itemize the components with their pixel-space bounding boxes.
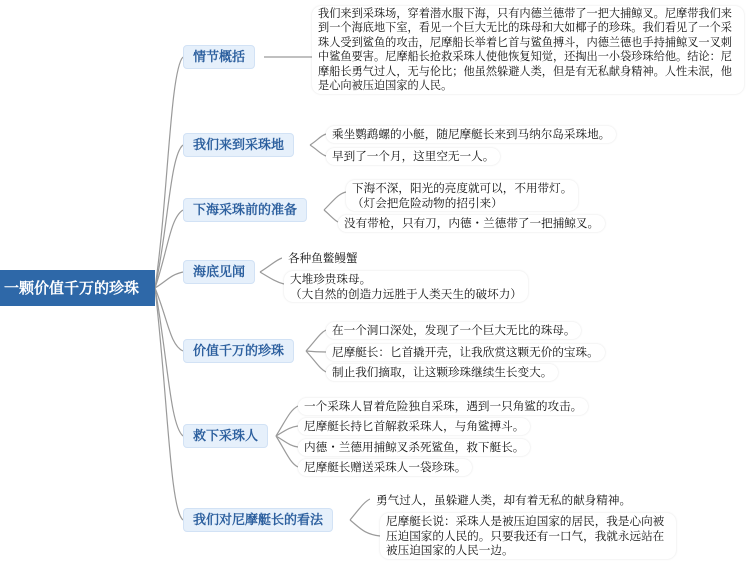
leaf-view-2: 尼摩艇长说：采珠人是被压迫国家的居民，我是心向被压迫国家的人民的。只要我还有一口气，我就永远站在被压迫国家的人民一边。 bbox=[380, 513, 676, 559]
leaf-plot-summary: 我们来到采珠场，穿着潜水服下海，只有内德兰德带了一把大捕鲸叉。尼摩带我们来到一个海底地下室，看见一个巨大无比的珠母和大如椰子的珍珠。我们看见了一个采珠人受到鲨鱼的攻击，尼摩船长举着匕首与鲨鱼搏斗，内德兰德也手持捕鲸叉一叉刺中鲨鱼要害。尼摩船长抢救采珠人使他恢复知觉，还掏出一小袋珍珠给他。结论：尼摩船长勇气过人，无与伦比；他虽然躲避人类，但是有无私献身精神。人性未泯，他是心向被压迫国家的人民。 bbox=[312, 6, 744, 94]
leaf-sights-2: 大堆珍贵珠母。 （大自然的创造力远胜于人类天生的破坏力） bbox=[284, 271, 528, 302]
leaf-rescue-2: 尼摩艇长持匕首解救采珠人，与角鲨搏斗。 bbox=[298, 418, 530, 435]
branch-undersea-sights[interactable]: 海底见闻 bbox=[183, 260, 255, 284]
leaf-rescue-3: 内德・兰德用捕鲸叉杀死鲨鱼，救下艇长。 bbox=[298, 439, 530, 456]
branch-rescue-diver[interactable]: 救下采珠人 bbox=[183, 424, 268, 448]
leaf-sights-1: 各种鱼鳖鳗蟹 bbox=[282, 250, 364, 267]
leaf-rescue-1: 一个采珠人冒着危险独自采珠，遇到一只角鲨的攻击。 bbox=[298, 398, 588, 415]
branch-priceless-pearl[interactable]: 价值千万的珍珠 bbox=[183, 339, 294, 363]
branch-dive-preparation[interactable]: 下海采珠前的准备 bbox=[183, 198, 307, 222]
leaf-prep-1: 下海不深，阳光的亮度就可以，不用带灯。 （灯会把危险动物的招引来） bbox=[346, 180, 578, 211]
branch-arrive-pearl-field[interactable]: 我们来到采珠地 bbox=[183, 133, 294, 157]
branch-plot-summary[interactable]: 情节概括 bbox=[183, 45, 255, 69]
leaf-prep-2: 没有带枪，只有刀，内德・兰德带了一把捕鲸叉。 bbox=[338, 215, 605, 232]
leaf-pearl-2: 尼摩艇长：匕首撬开壳，让我欣赏这颗无价的宝珠。 bbox=[326, 344, 605, 361]
leaf-pearl-3: 制止我们摘取，让这颗珍珠继续生长变大。 bbox=[326, 364, 558, 381]
leaf-view-1: 勇气过人，虽躲避人类，却有着无私的献身精神。 bbox=[370, 492, 637, 509]
branch-view-of-nemo[interactable]: 我们对尼摩艇长的看法 bbox=[183, 508, 333, 532]
leaf-pearl-1: 在一个洞口深处，发现了一个巨大无比的珠母。 bbox=[326, 322, 581, 339]
leaf-arrive-1: 乘坐鹦鹉螺的小艇，随尼摩艇长来到马纳尔岛采珠地。 bbox=[326, 126, 616, 143]
leaf-rescue-4: 尼摩艇长赠送采珠人一袋珍珠。 bbox=[298, 459, 472, 476]
leaf-arrive-2: 早到了一个月，这里空无一人。 bbox=[326, 148, 500, 165]
root-topic[interactable]: 一颗价值千万的珍珠 bbox=[0, 270, 155, 306]
